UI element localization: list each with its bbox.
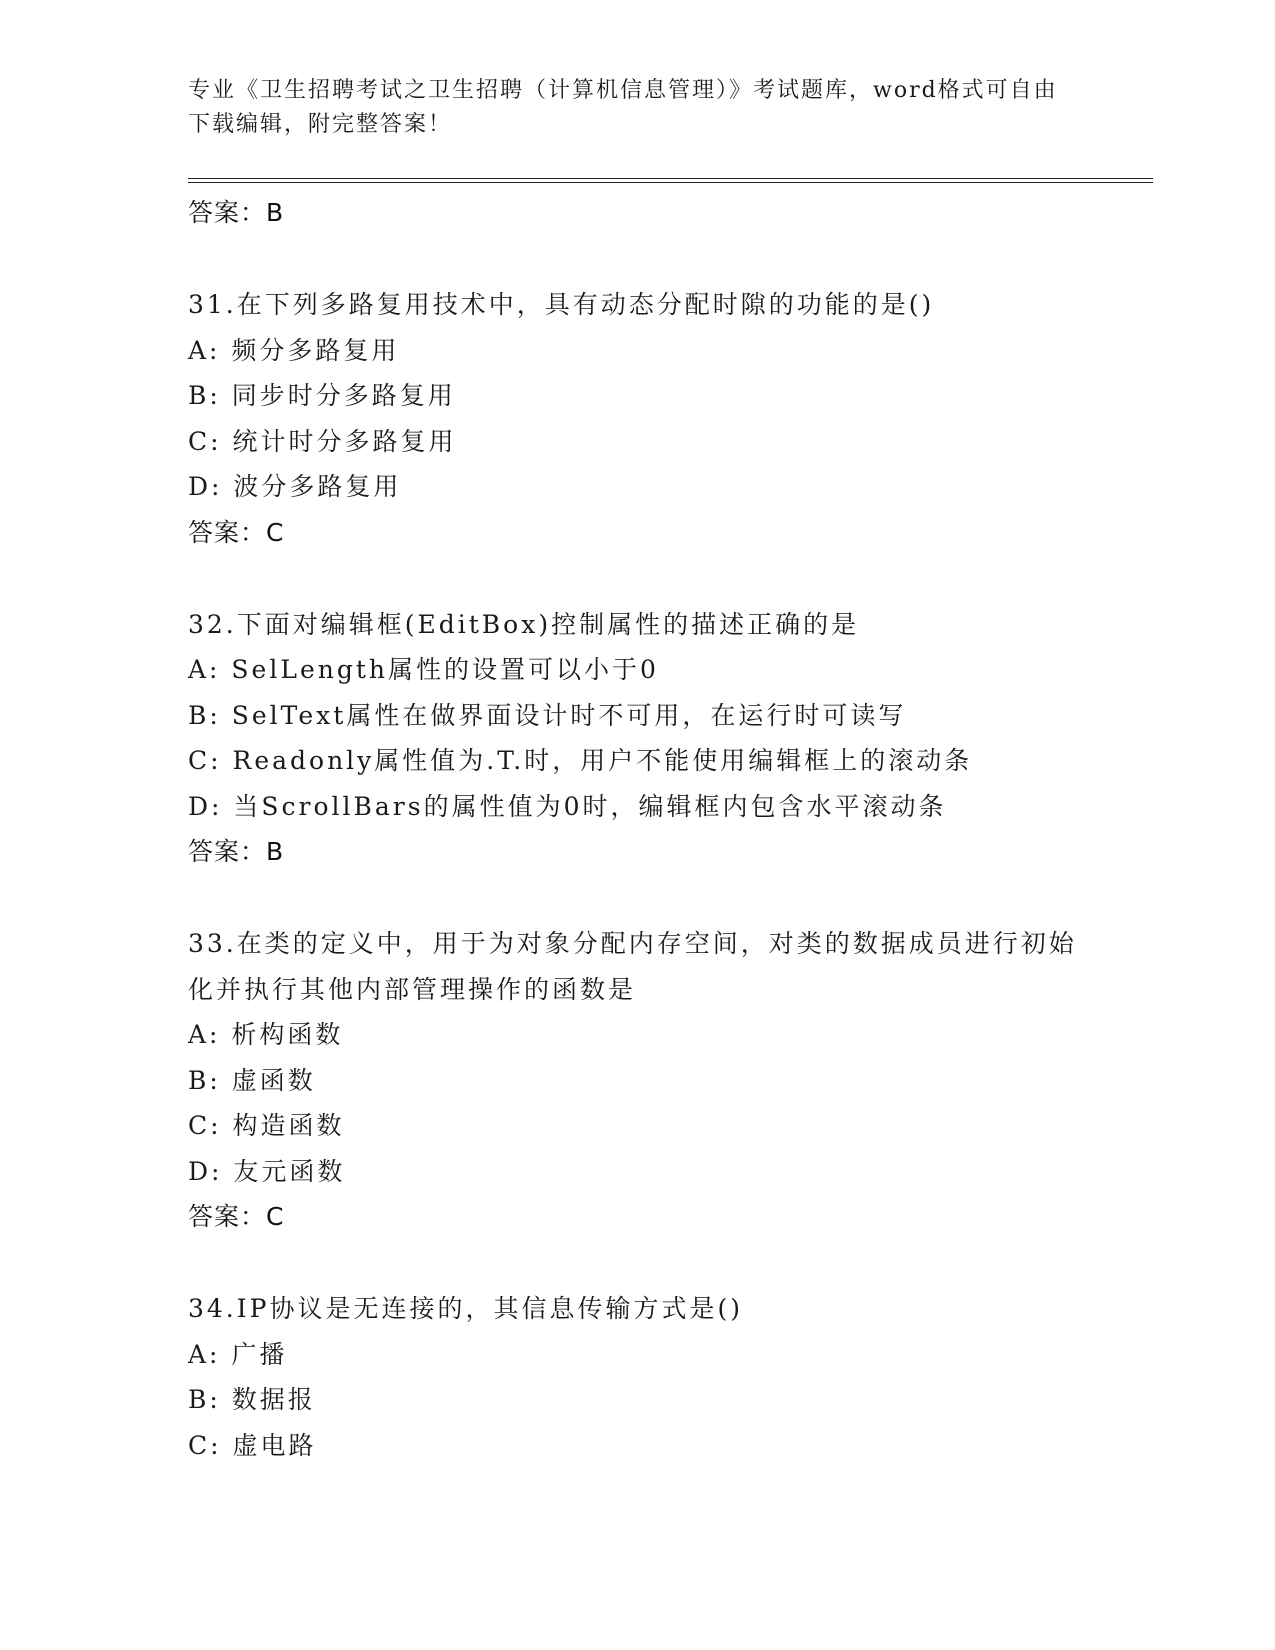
question-stem: 33.在类的定义中，用于为对象分配内存空间，对类的数据成员进行初始化并执行其他内部管理操作的函数是 [188, 929, 1077, 1004]
option-a: A: 广播 [188, 1339, 288, 1369]
header-divider-top [188, 178, 1153, 179]
option-a: A: 频分多路复用 [188, 335, 400, 365]
question-stem: 31.在下列多路复用技术中，具有动态分配时隙的功能的是() [188, 290, 935, 319]
option-a: A: SelLength属性的设置可以小于0 [188, 655, 659, 684]
question-33 [188, 921, 1088, 1240]
option-a: A: 析构函数 [188, 1020, 344, 1049]
option-d: D: 当ScrollBars的属性值为0时，编辑框内包含水平滚动条 [188, 791, 947, 821]
answer-line: 答案：C [188, 517, 285, 547]
header-divider-bottom [188, 182, 1153, 183]
previous-answer: 答案：B [188, 198, 285, 227]
option-c: C: 构造函数 [188, 1111, 345, 1140]
question-stem: 34.IP协议是无连接的，其信息传输方式是() [188, 1294, 743, 1323]
question-stem: 32.下面对编辑框(EditBox)控制属性的描述正确的是 [188, 609, 860, 639]
question-34 [188, 1286, 1088, 1468]
option-c: C: 虚电路 [188, 1430, 317, 1460]
question-list [188, 190, 1088, 1468]
option-b: B: 数据报 [188, 1385, 316, 1414]
option-d: D: 波分多路复用 [188, 472, 402, 501]
option-b: B: 虚函数 [188, 1065, 316, 1095]
option-c: C: 统计时分多路复用 [188, 426, 457, 456]
option-b: B: 同步时分多路复用 [188, 381, 456, 410]
option-b: B: SelText属性在做界面设计时不可用，在运行时可读写 [188, 700, 907, 730]
question-32 [188, 602, 1088, 876]
question-31 [188, 282, 1088, 556]
option-d: D: 友元函数 [188, 1156, 346, 1186]
answer-line: 答案：C [188, 1202, 285, 1231]
answer-line: 答案：B [188, 837, 285, 866]
option-c: C: Readonly属性值为.T.时，用户不能使用编辑框上的滚动条 [188, 746, 973, 775]
document-header: 专业《卫生招聘考试之卫生招聘（计算机信息管理）》考试题库，word格式可自由下载编辑，附完整答案！ [188, 78, 1058, 137]
